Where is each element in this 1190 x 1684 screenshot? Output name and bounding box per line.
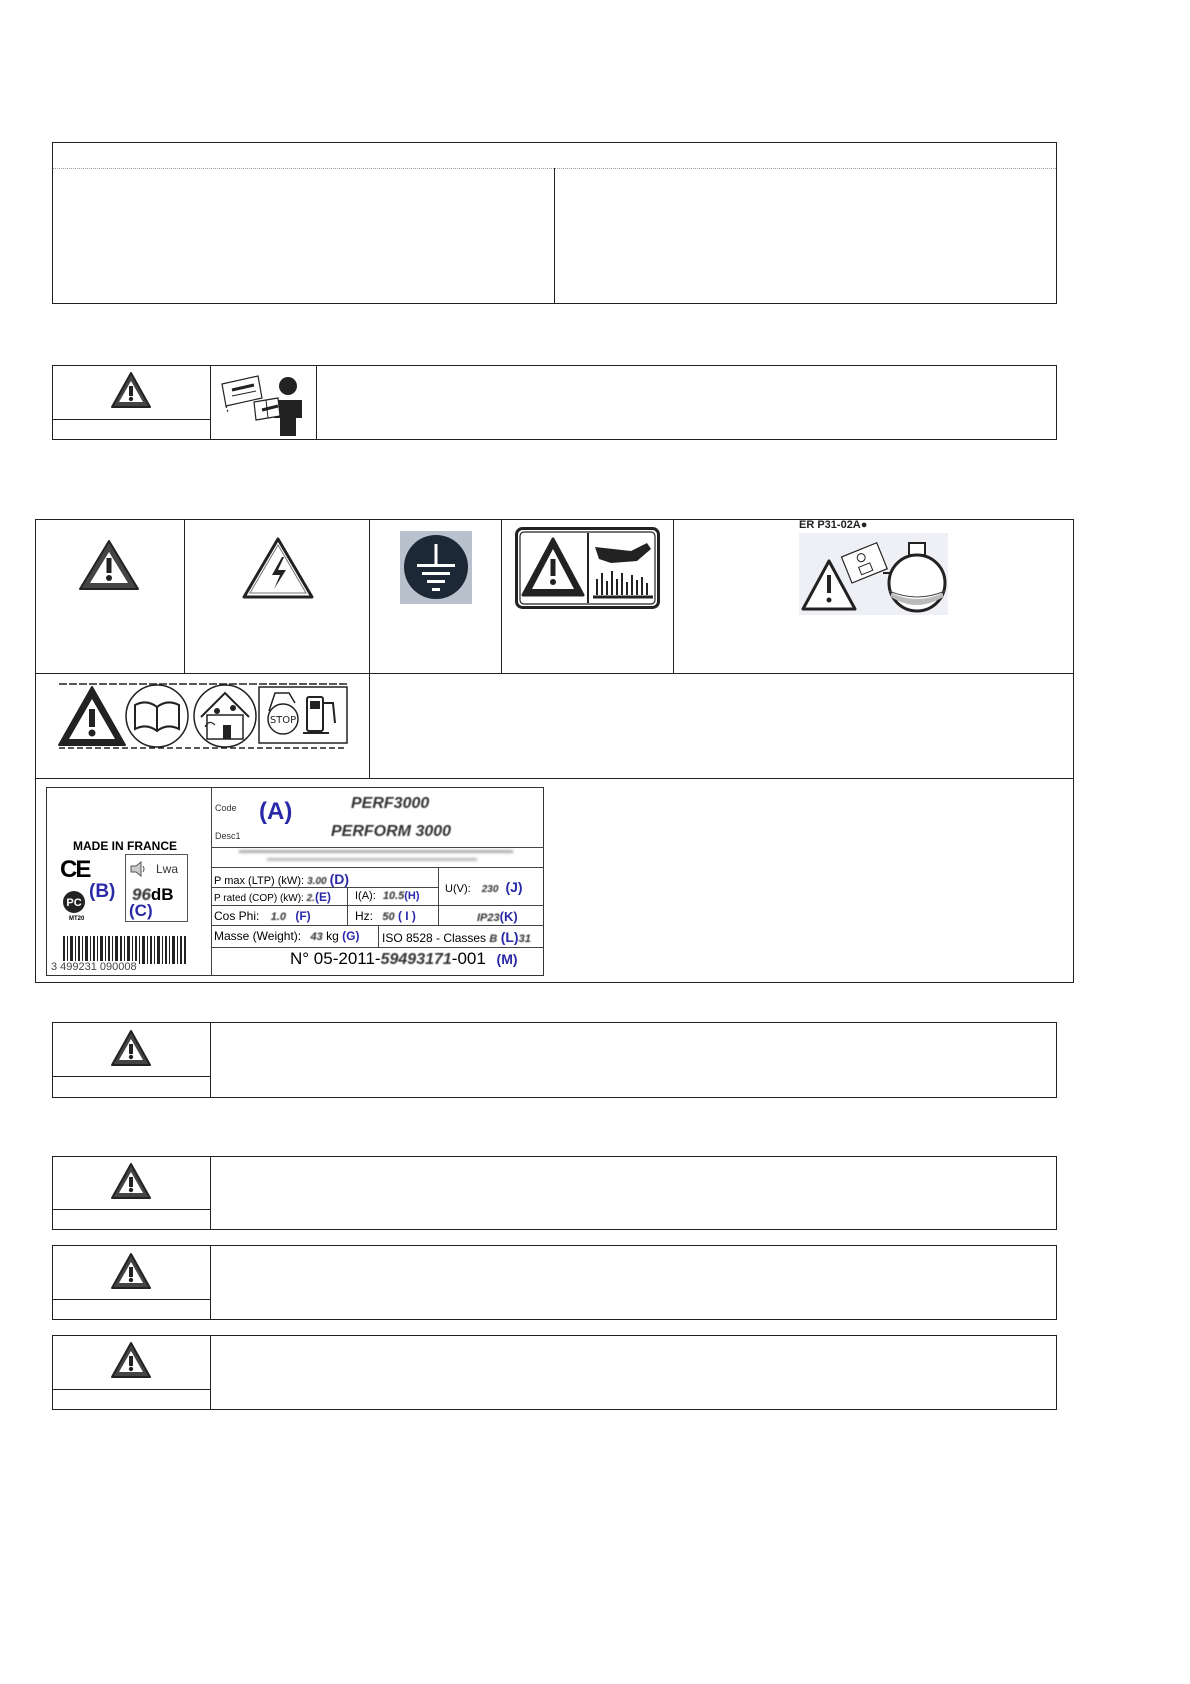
- made-in-france-label: MADE IN FRANCE: [73, 839, 177, 853]
- divider: [210, 1156, 211, 1230]
- divider: [211, 867, 544, 868]
- divider: [211, 887, 439, 888]
- divider: [184, 519, 185, 673]
- warning-triangle-icon: [110, 1341, 152, 1379]
- ip-field: IP23(K): [477, 909, 518, 924]
- barcode-number: 3 499231 090008: [51, 961, 137, 973]
- hz-field: Hz: 50 ( I ): [355, 909, 416, 923]
- barcode-icon: [61, 936, 187, 964]
- divider: [211, 905, 544, 906]
- code-label: Code: [215, 803, 237, 813]
- callout-b: (B): [89, 881, 116, 902]
- rating-plate: [46, 787, 544, 976]
- hot-surface-warning-icon: [515, 527, 660, 609]
- desc-label: Desc1: [215, 831, 241, 841]
- current-field: I(A): 10.5(H): [355, 890, 420, 902]
- read-manual-person-icon: [218, 372, 312, 436]
- divider: [210, 1022, 211, 1098]
- mt-code: MT20: [69, 916, 85, 922]
- divider: [52, 1209, 210, 1210]
- serial-number: N° 05-2011-59493171-001 (M): [290, 949, 518, 968]
- divider: [369, 519, 370, 778]
- divider: [347, 887, 348, 925]
- divider: [501, 519, 502, 673]
- code-value: PERF3000: [351, 795, 430, 812]
- divider: [52, 1076, 210, 1077]
- divider: [210, 1335, 211, 1410]
- warning-row: [52, 1335, 1057, 1410]
- warning-row: [52, 1156, 1057, 1230]
- divider: [673, 519, 674, 673]
- warning-triangle-icon: [110, 1029, 152, 1067]
- pct-mark-icon: [61, 890, 91, 914]
- ce-mark: CE: [60, 856, 90, 883]
- warning-triangle-icon: [110, 1162, 152, 1200]
- divider: [52, 1299, 210, 1300]
- divider: [438, 867, 439, 925]
- divider: [210, 365, 211, 440]
- divider: [211, 947, 544, 948]
- lwa-label: Lwa: [156, 862, 179, 876]
- blurred-address-line: [239, 850, 513, 853]
- divider: [52, 1389, 210, 1390]
- callout-c: (C): [129, 901, 153, 920]
- lwa-box: [125, 854, 188, 922]
- read-manual-warning-row: [52, 365, 1057, 440]
- divider: [210, 1245, 211, 1320]
- safety-pictogram-strip-icon: [57, 681, 350, 751]
- divider: [378, 925, 379, 947]
- speaker-icon: [130, 861, 148, 877]
- divider: [35, 673, 1074, 674]
- oil-level-label-icon: [799, 533, 948, 615]
- divider: [211, 847, 544, 848]
- warning-triangle-icon: [78, 539, 140, 591]
- divider: [52, 419, 210, 420]
- oil-label-code: ER P31-02A●: [799, 519, 868, 531]
- blurred-address-line: [267, 858, 477, 861]
- divider: [316, 365, 317, 440]
- svg-text:PC: PC: [66, 897, 82, 909]
- warning-row: [52, 1245, 1057, 1320]
- prated-field: P rated (COP) (kW): 2.(E): [214, 890, 331, 904]
- desc-value: PERFORM 3000: [331, 823, 452, 840]
- cosphi-field: Cos Phi: 1.0 (F): [214, 909, 311, 923]
- pmax-field: P max (LTP) (kW): 3.00 (D): [214, 871, 350, 887]
- svg-text:STOP: STOP: [269, 715, 297, 726]
- iso-field: ISO 8528 - Classes B (L)31: [382, 929, 531, 945]
- callout-a: (A): [259, 798, 293, 825]
- warning-row: [52, 1022, 1057, 1098]
- warning-triangle-icon: [110, 371, 152, 409]
- warning-triangle-icon: [110, 1252, 152, 1290]
- earth-ground-icon: [400, 531, 472, 604]
- top-table-column-divider: [554, 168, 555, 304]
- mass-field: Masse (Weight): 43 kg (G): [214, 929, 360, 943]
- divider: [35, 778, 1074, 779]
- voltage-field: U(V): 230 (J): [445, 879, 523, 895]
- electric-hazard-icon: [242, 537, 314, 599]
- lwa-value: 96dB: [132, 885, 174, 904]
